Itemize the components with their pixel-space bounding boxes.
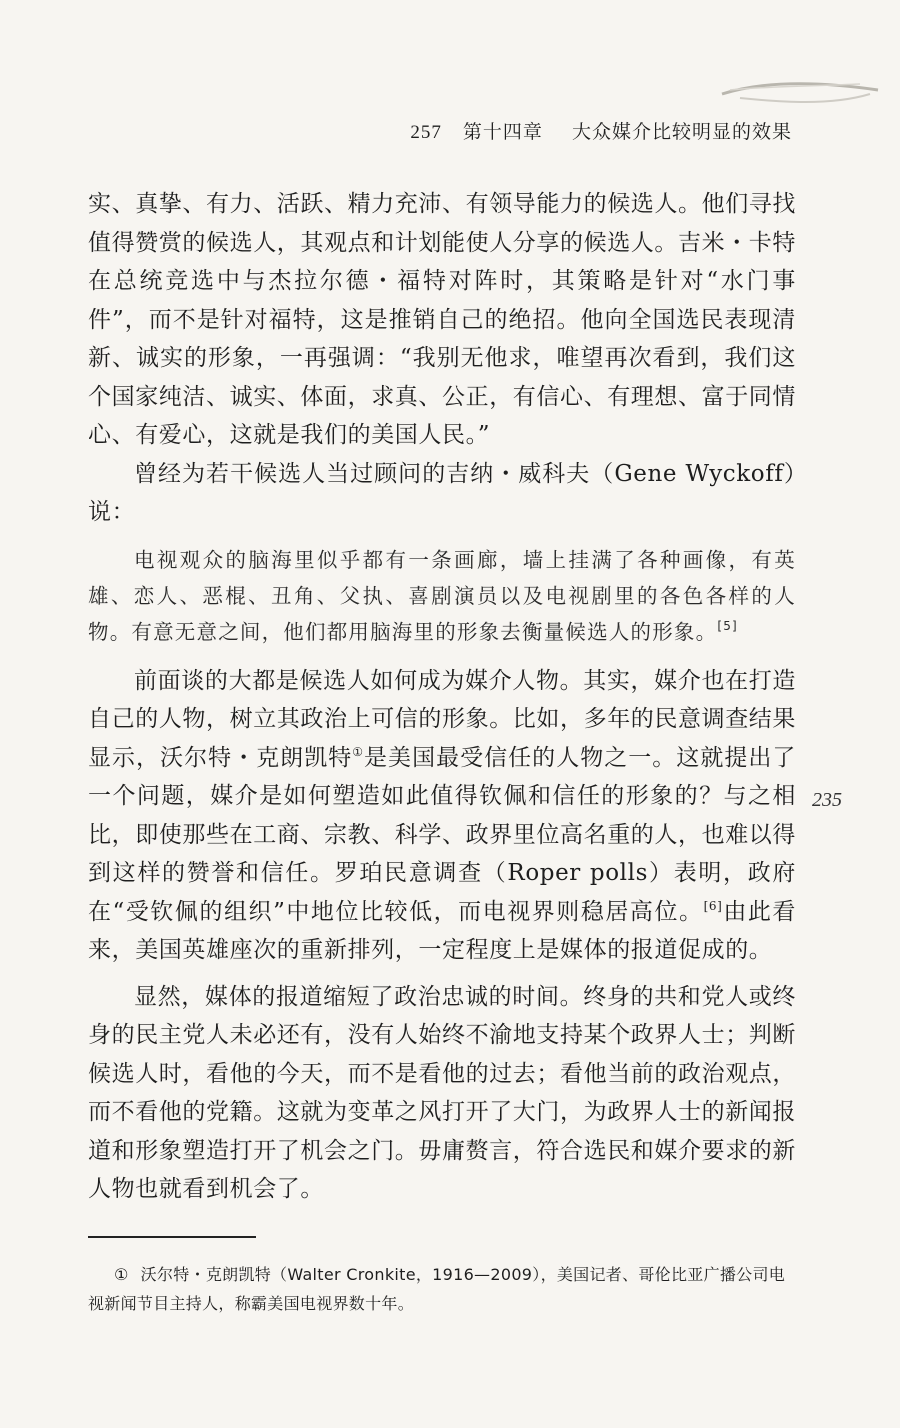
running-header — [410, 117, 792, 144]
paragraph-3-part-1: 前面谈的大都是候选人如何成为媒介人物。其实，媒介也在打造自己的人物，树立其政治上可信的形象。比如，多年的民意调查结果显示，沃尔特・克朗凯特 — [88, 667, 796, 771]
quote-citation: [5] — [717, 618, 738, 633]
quote-text: 电视观众的脑海里似乎都有一条画廊，墙上挂满了各种画像，有英雄、恋人、恶棍、丑角、父执、喜剧演员以及电视剧里的各色各样的人物。有意无意之间，他们都用脑海里的形象去衡量候选人的形象。 — [88, 547, 796, 644]
header-chapter-title: 大众媒介比较明显的效果 — [571, 121, 792, 143]
paragraph-3-part-3: 由此看来，美国英雄座次的重新排列，一定程度上是媒体的报道促成的。 — [88, 898, 796, 963]
paragraph-1: 实、真挚、有力、活跃、精力充沛、有领导能力的候选人。他们寻找值得赞赏的候选人，其观点和计划能使人分享的候选人。吉米・卡特在总统竞选中与杰拉尔德・福特对阵时，其策略是针对“水门事件”，而不是针对福特，这是推销自己的绝招。他向全国选民表现清新、诚实的形象，一再强调：“我别无他求，唯望再次看到，我们这个国家纯洁、诚实、体面，求真、公正，有信心、有理想、富于同情心、有爱心，这就是我们的美国人民。” — [88, 191, 796, 448]
decorative-swoosh — [720, 72, 880, 112]
paragraph-4: 显然，媒体的报道缩短了政治忠诚的时间。终身的共和党人或终身的民主党人未必还有，没有人始终不渝地支持某个政界人士；判断候选人时，看他的今天，而不是看他的过去；看他当前的政治观点，而不看他的党籍。这就为变革之风打开了大门，为政界人士的新闻报道和形象塑造打开了机会之门。毋庸赘言，符合选民和媒介要求的新人物也就看到机会了。 — [88, 983, 796, 1202]
header-page-number: 257 — [410, 122, 442, 143]
paragraph-3-part-2: 是美国最受信任的人物之一。这就提出了一个问题，媒介是如何塑造如此值得钦佩和信任的形象的？与之相比，即使那些在工商、宗教、科学、政界里位高名重的人，也难以得到这样的赞誉和信任。罗珀民意调查（Roper polls）表明，政府在“受钦佩的组织”中地位比较低，而电视界则稳居高位。 — [88, 744, 796, 925]
footnote-text: 沃尔特・克朗凯特（Walter Cronkite，1916—2009），美国记者、哥伦比亚广播公司电视新闻节目主持人，称霸美国电视界数十年。 — [88, 1265, 786, 1313]
footnote — [88, 1260, 798, 1318]
footnote-reference: ① — [352, 744, 365, 759]
footnote-marker: ① — [114, 1265, 129, 1284]
citation-6: [6] — [703, 898, 723, 913]
main-text — [88, 185, 796, 1209]
block-quote — [88, 542, 796, 650]
paragraph-2: 曾经为若干候选人当过顾问的吉纳・威科夫（Gene Wyckoff）说： — [88, 460, 796, 525]
paragraph-3 — [88, 662, 796, 970]
margin-page-number: 235 — [812, 789, 842, 811]
footnote-divider — [88, 1236, 256, 1238]
header-chapter: 第十四章 — [462, 121, 543, 143]
